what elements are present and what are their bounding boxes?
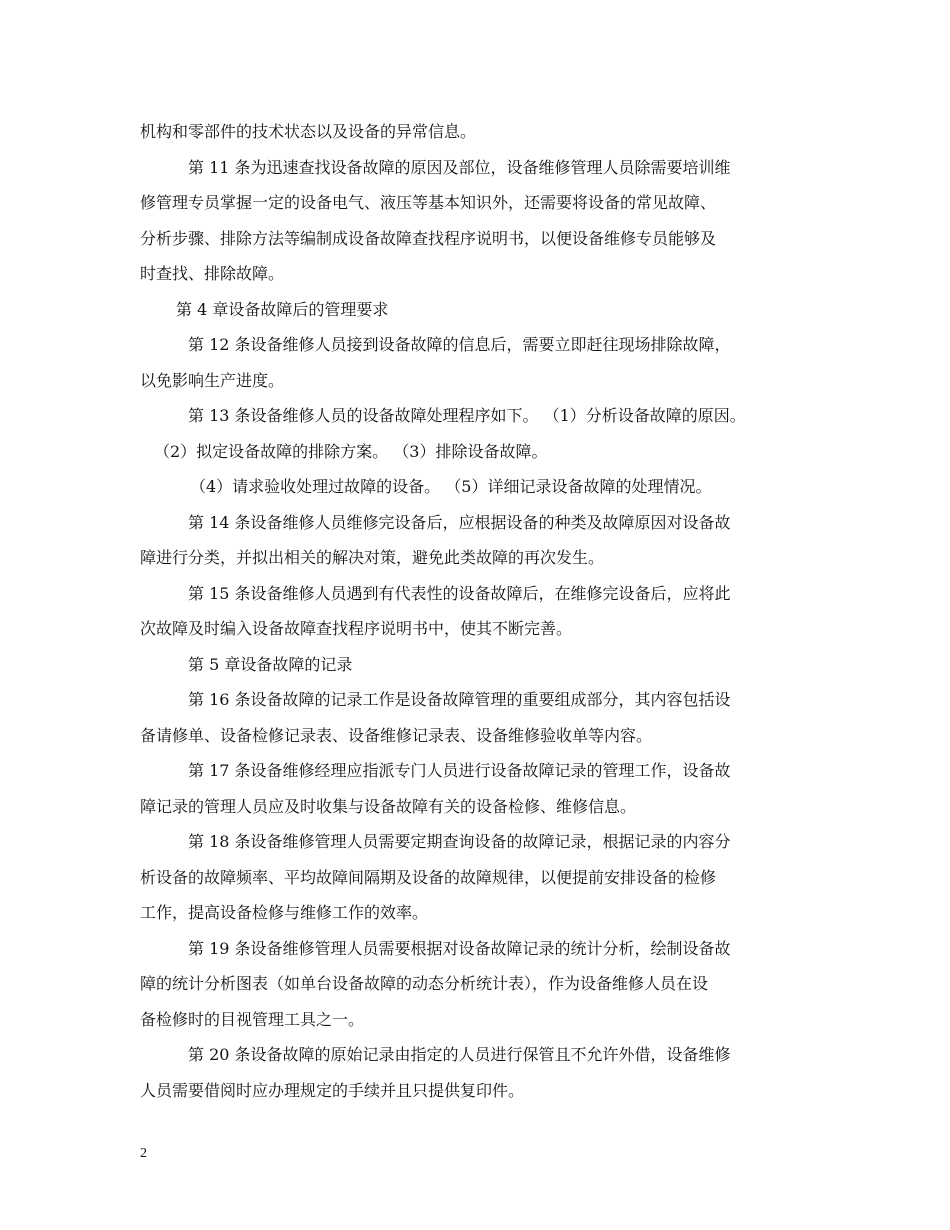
page-number: 2 bbox=[140, 1146, 147, 1161]
article-14-line: 第 14 条设备维修人员维修完设备后，应根据设备的种类及故障原因对设备故 bbox=[188, 512, 731, 532]
article-15-line: 第 15 条设备维修人员遇到有代表性的设备故障后，在维修完设备后，应将此 bbox=[188, 583, 731, 603]
document-body bbox=[140, 114, 820, 1108]
chapter-5-heading: 第 5 章设备故障的记录 bbox=[188, 654, 353, 674]
text-line: （2）拟定设备故障的排除方案。 （3）排除设备故障。 bbox=[154, 441, 548, 461]
text-line: 障的统计分析图表（如单台设备故障的动态分析统计表），作为设备维修人员在设 bbox=[140, 974, 709, 993]
text-line: 析设备的故障频率、平均故障间隔期及设备的故障规律，以便提前安排设备的检修 bbox=[140, 867, 717, 887]
text-line: 障记录的管理人员应及时收集与设备故障有关的设备检修、维修信息。 bbox=[140, 796, 637, 816]
text-line: 人员需要借阅时应办理规定的手续并且只提供复印件。 bbox=[140, 1080, 525, 1100]
text-line: 以免影响生产进度。 bbox=[140, 370, 285, 390]
article-16-line: 第 16 条设备故障的记录工作是设备故障管理的重要组成部分，其内容包括设 bbox=[188, 690, 731, 709]
chapter-4-heading: 第 4 章设备故障后的管理要求 bbox=[176, 299, 389, 319]
article-18-line: 第 18 条设备维修管理人员需要定期查询设备的故障记录，根据记录的内容分 bbox=[188, 832, 731, 851]
text-line: 备请修单、设备检修记录表、设备维修记录表、设备维修验收单等内容。 bbox=[140, 725, 653, 745]
text-line: 机构和零部件的技术状态以及设备的异常信息。 bbox=[140, 122, 477, 141]
article-12-line: 第 12 条设备维修人员接到设备故障的信息后，需要立即赶往现场排除故障， bbox=[188, 335, 731, 354]
text-line: 备检修时的目视管理工具之一。 bbox=[140, 1009, 365, 1029]
text-line: 修管理专员掌握一定的设备电气、液压等基本知识外，还需要将设备的常见故障、 bbox=[140, 193, 717, 212]
article-20-line: 第 20 条设备故障的原始记录由指定的人员进行保管且不允许外借，设备维修 bbox=[188, 1045, 731, 1064]
text-line: 障进行分类，并拟出相关的解决对策，避免此类故障的再次发生。 bbox=[140, 548, 605, 567]
article-13-line: 第 13 条设备维修人员的设备故障处理程序如下。 （1）分析设备故障的原因。 bbox=[188, 406, 746, 425]
article-11-line: 第 11 条为迅速查找设备故障的原因及部位，设备维修管理人员除需要培训维 bbox=[188, 157, 731, 177]
text-line: 分析步骤、排除方法等编制成设备故障查找程序说明书，以便设备维修专员能够及 bbox=[140, 228, 717, 248]
text-line: 工作，提高设备检修与维修工作的效率。 bbox=[140, 903, 429, 922]
text-line: （4）请求验收处理过故障的设备。 （5）详细记录设备故障的处理情况。 bbox=[190, 477, 712, 496]
article-19-line: 第 19 条设备维修管理人员需要根据对设备故障记录的统计分析，绘制设备故 bbox=[188, 938, 731, 958]
article-17-line: 第 17 条设备维修经理应指派专门人员进行设备故障记录的管理工作，设备故 bbox=[188, 761, 731, 780]
text-line: 次故障及时编入设备故障查找程序说明书中，使其不断完善。 bbox=[140, 619, 573, 638]
text-line: 时查找、排除故障。 bbox=[140, 264, 285, 283]
